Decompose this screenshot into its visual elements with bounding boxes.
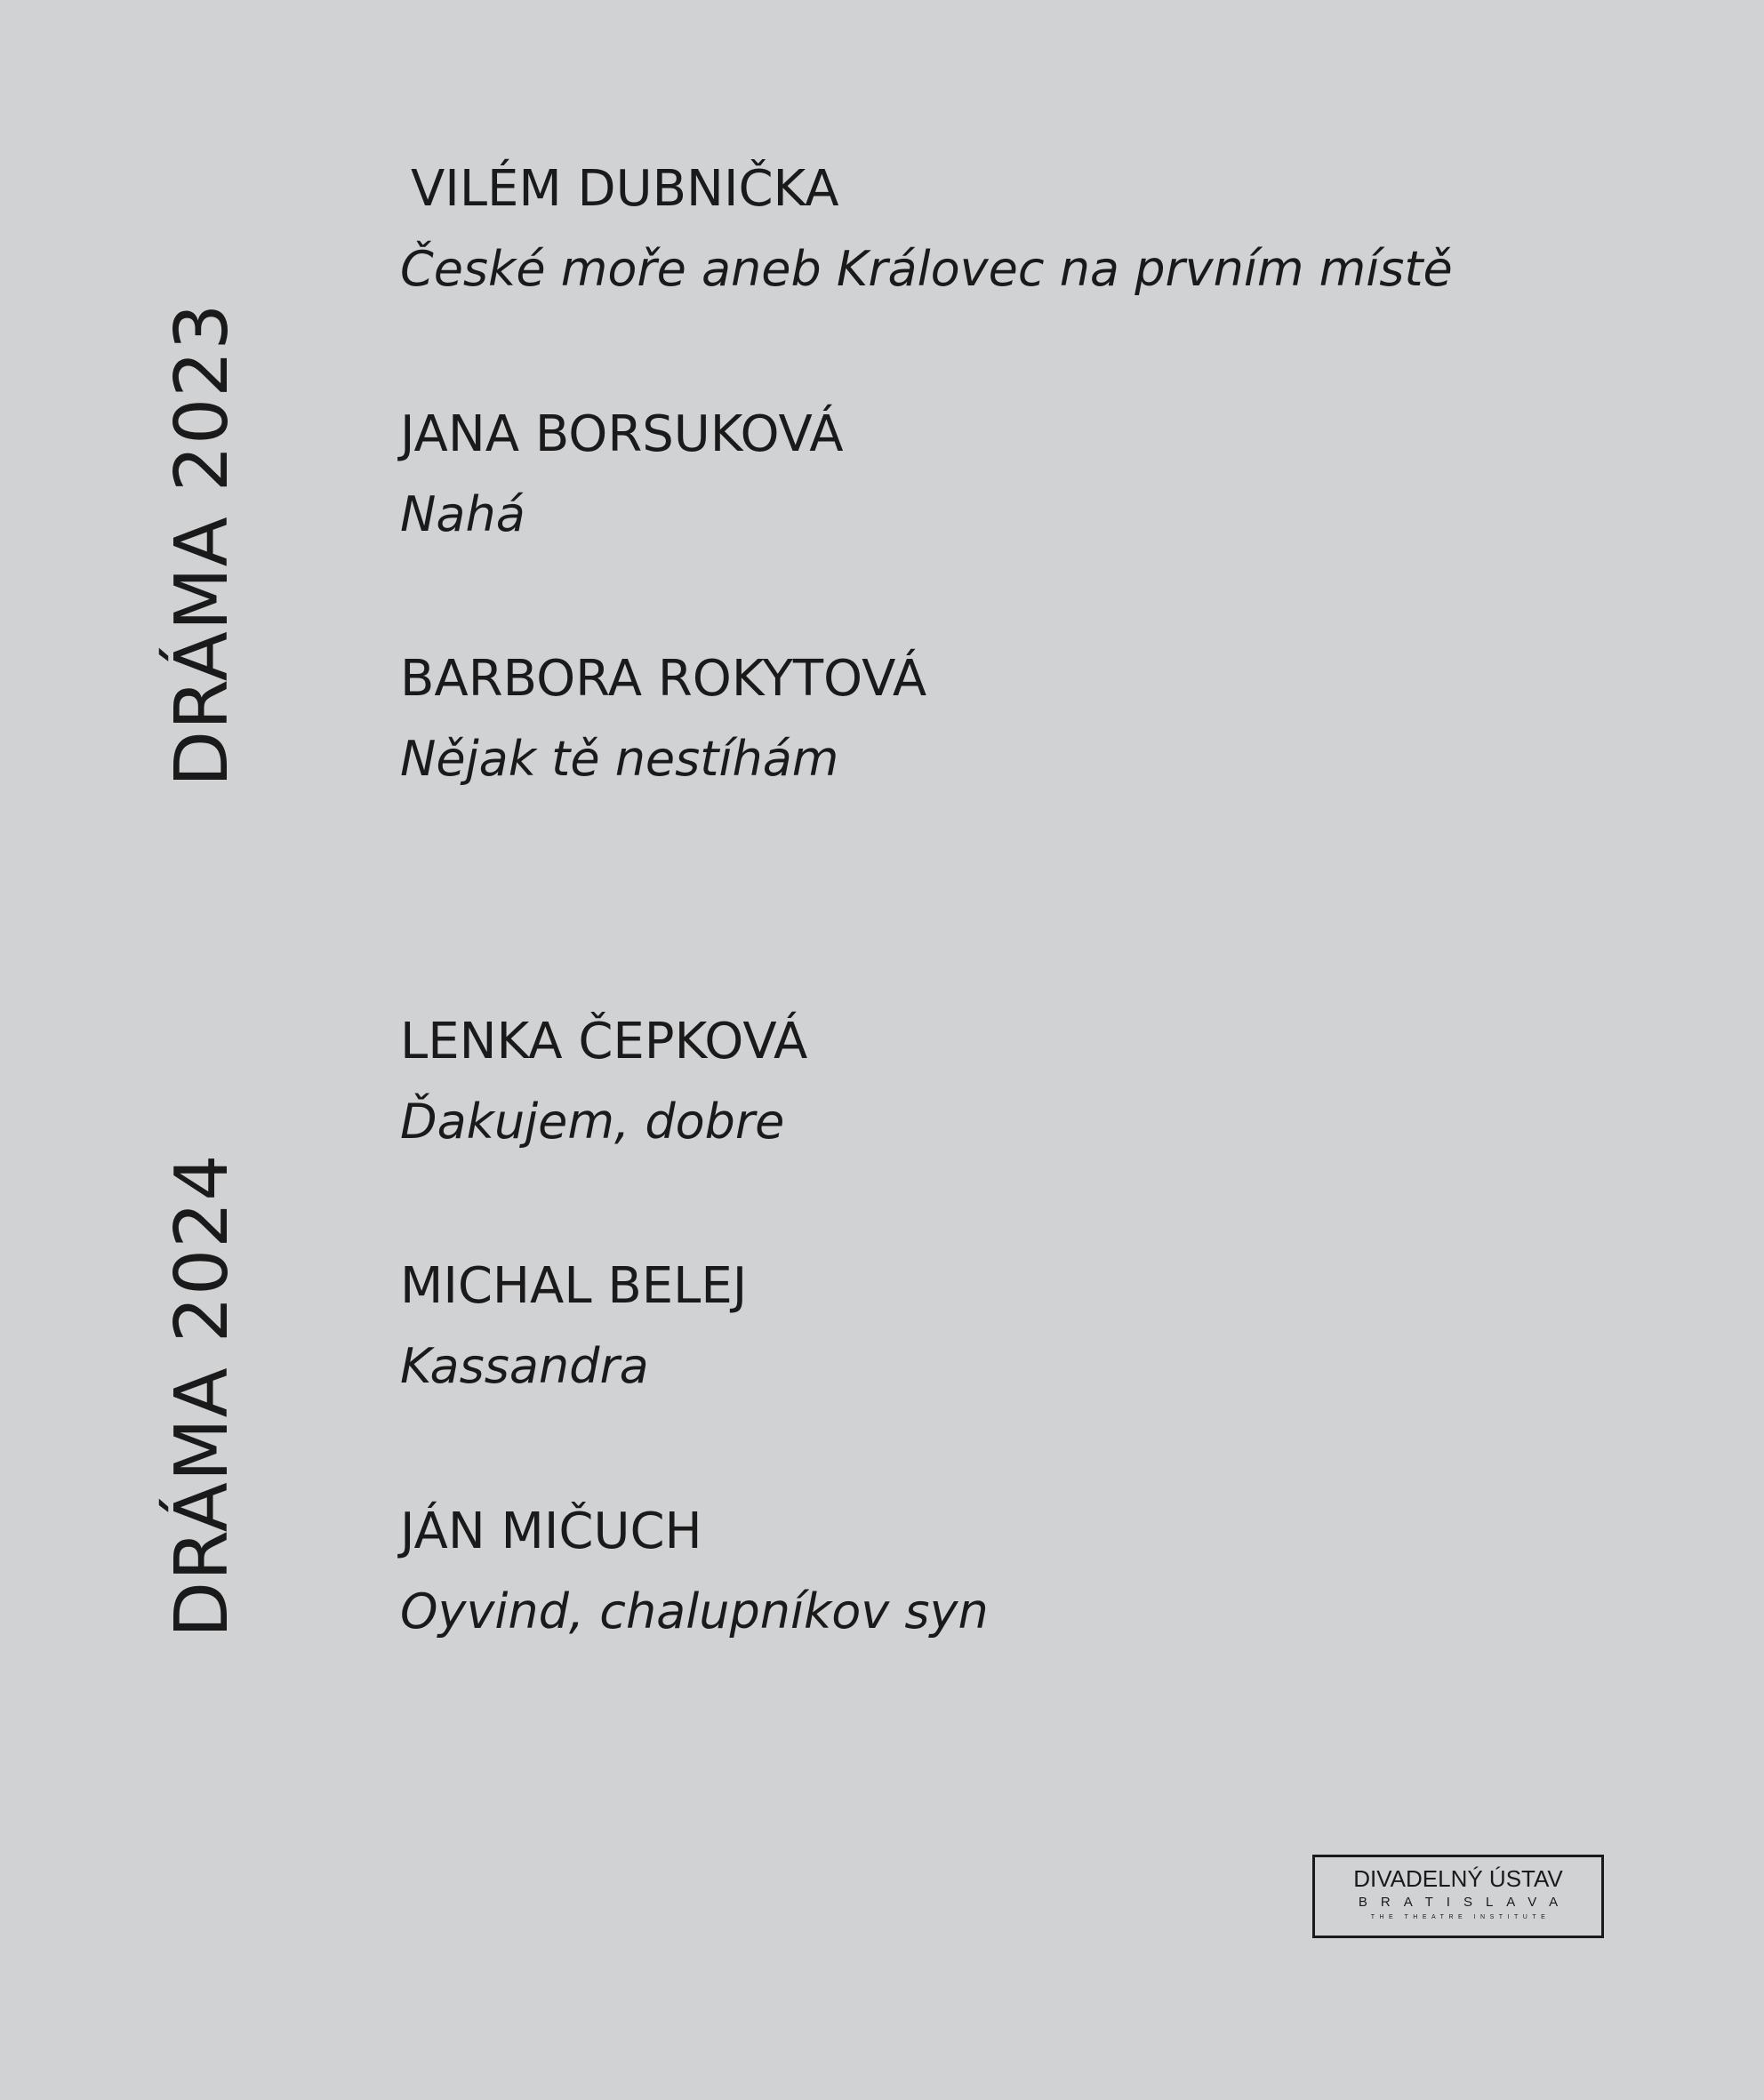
author-name: JANA BORSUKOVÁ	[400, 405, 844, 463]
logo-line-name: DIVADELNÝ ÚSTAV	[1353, 1865, 1563, 1892]
play-title: České moře aneb Královec na prvním místě	[400, 241, 1453, 297]
section-title-2023: DRÁMA 2023	[160, 302, 245, 787]
entry-rokytova	[400, 650, 1645, 789]
author-name: VILÉM DUBNIČKA	[411, 160, 839, 218]
author-name: BARBORA ROKYTOVÁ	[400, 650, 927, 708]
author-name: JÁN MIČUCH	[400, 1503, 702, 1560]
play-title: Nahá	[400, 486, 525, 542]
play-title: Kassandra	[400, 1338, 649, 1394]
entry-borsukova	[400, 405, 1645, 544]
section-title-2024: DRÁMA 2024	[160, 1153, 245, 1638]
entry-belej	[400, 1257, 1645, 1396]
play-title: Oyvind, chalupníkov syn	[400, 1583, 989, 1639]
entry-cepkova	[400, 1013, 1645, 1151]
entry-dubnicka	[400, 160, 1645, 299]
play-title: Ďakujem, dobre	[400, 1094, 785, 1150]
author-name: MICHAL BELEJ	[400, 1257, 748, 1315]
logo-line-city: BRATISLAVA	[1358, 1895, 1572, 1910]
theatre-institute-logo	[1312, 1855, 1604, 1938]
logo-line-english: THE THEATRE INSTITUTE	[1370, 1914, 1551, 1920]
author-name: LENKA ČEPKOVÁ	[400, 1013, 808, 1070]
play-title: Nějak tě nestíhám	[400, 731, 839, 787]
entry-micuch	[400, 1503, 1645, 1641]
